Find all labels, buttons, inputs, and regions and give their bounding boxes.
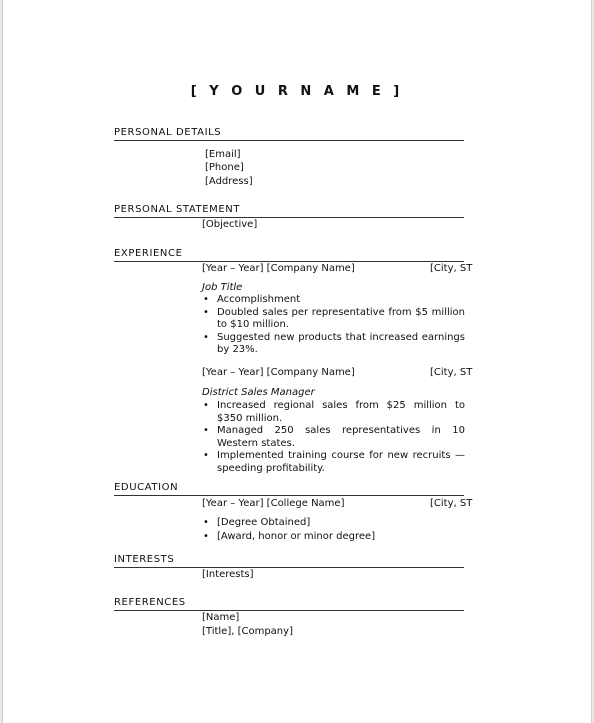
list-item: • Accomplishment bbox=[202, 294, 465, 307]
list-item: • Implemented training course for new recruits — speeding profitability. bbox=[202, 450, 465, 475]
list-item: • [Award, honor or minor degree] bbox=[202, 531, 465, 544]
reference-title-company: [Title], [Company] bbox=[202, 626, 293, 637]
phone-field: [Phone] bbox=[205, 162, 244, 173]
list-item: • Increased regional sales from $25 million to $350 million. bbox=[202, 400, 465, 425]
education-location: [City, ST bbox=[430, 498, 473, 509]
job-location: [City, ST bbox=[430, 263, 473, 274]
section-heading-personal-statement: PERSONAL STATEMENT bbox=[114, 204, 464, 218]
resume-page bbox=[2, 0, 592, 723]
job-title: District Sales Manager bbox=[202, 387, 315, 398]
job-title: Job Title bbox=[202, 282, 243, 293]
section-heading-interests: INTERESTS bbox=[114, 554, 464, 568]
job-period-company: [Year – Year] [Company Name] bbox=[202, 263, 355, 274]
job-period-company: [Year – Year] [Company Name] bbox=[202, 367, 355, 378]
list-item: • [Degree Obtained] bbox=[202, 517, 465, 530]
email-field: [Email] bbox=[205, 149, 241, 160]
education-bullets bbox=[202, 517, 465, 543]
job-bullets bbox=[202, 400, 465, 475]
list-item: • Suggested new products that increased earnings by 23%. bbox=[202, 332, 465, 357]
reference-name: [Name] bbox=[202, 612, 240, 623]
section-heading-personal-details: PERSONAL DETAILS bbox=[114, 127, 464, 141]
objective-text: [Objective] bbox=[202, 219, 258, 230]
section-heading-references: REFERENCES bbox=[114, 597, 464, 611]
education-period-college: [Year – Year] [College Name] bbox=[202, 498, 345, 509]
job-location: [City, ST bbox=[430, 367, 473, 378]
section-heading-experience: EXPERIENCE bbox=[114, 248, 464, 262]
interests-text: [Interests] bbox=[202, 569, 254, 580]
resume-name: [ Y O U R N A M E ] bbox=[190, 84, 404, 99]
job-bullets bbox=[202, 294, 465, 357]
section-heading-education: EDUCATION bbox=[114, 482, 464, 496]
address-field: [Address] bbox=[205, 176, 253, 187]
list-item: • Doubled sales per representative from $5 million to $10 million. bbox=[202, 307, 465, 332]
list-item: • Managed 250 sales representatives in 10 Western states. bbox=[202, 425, 465, 450]
